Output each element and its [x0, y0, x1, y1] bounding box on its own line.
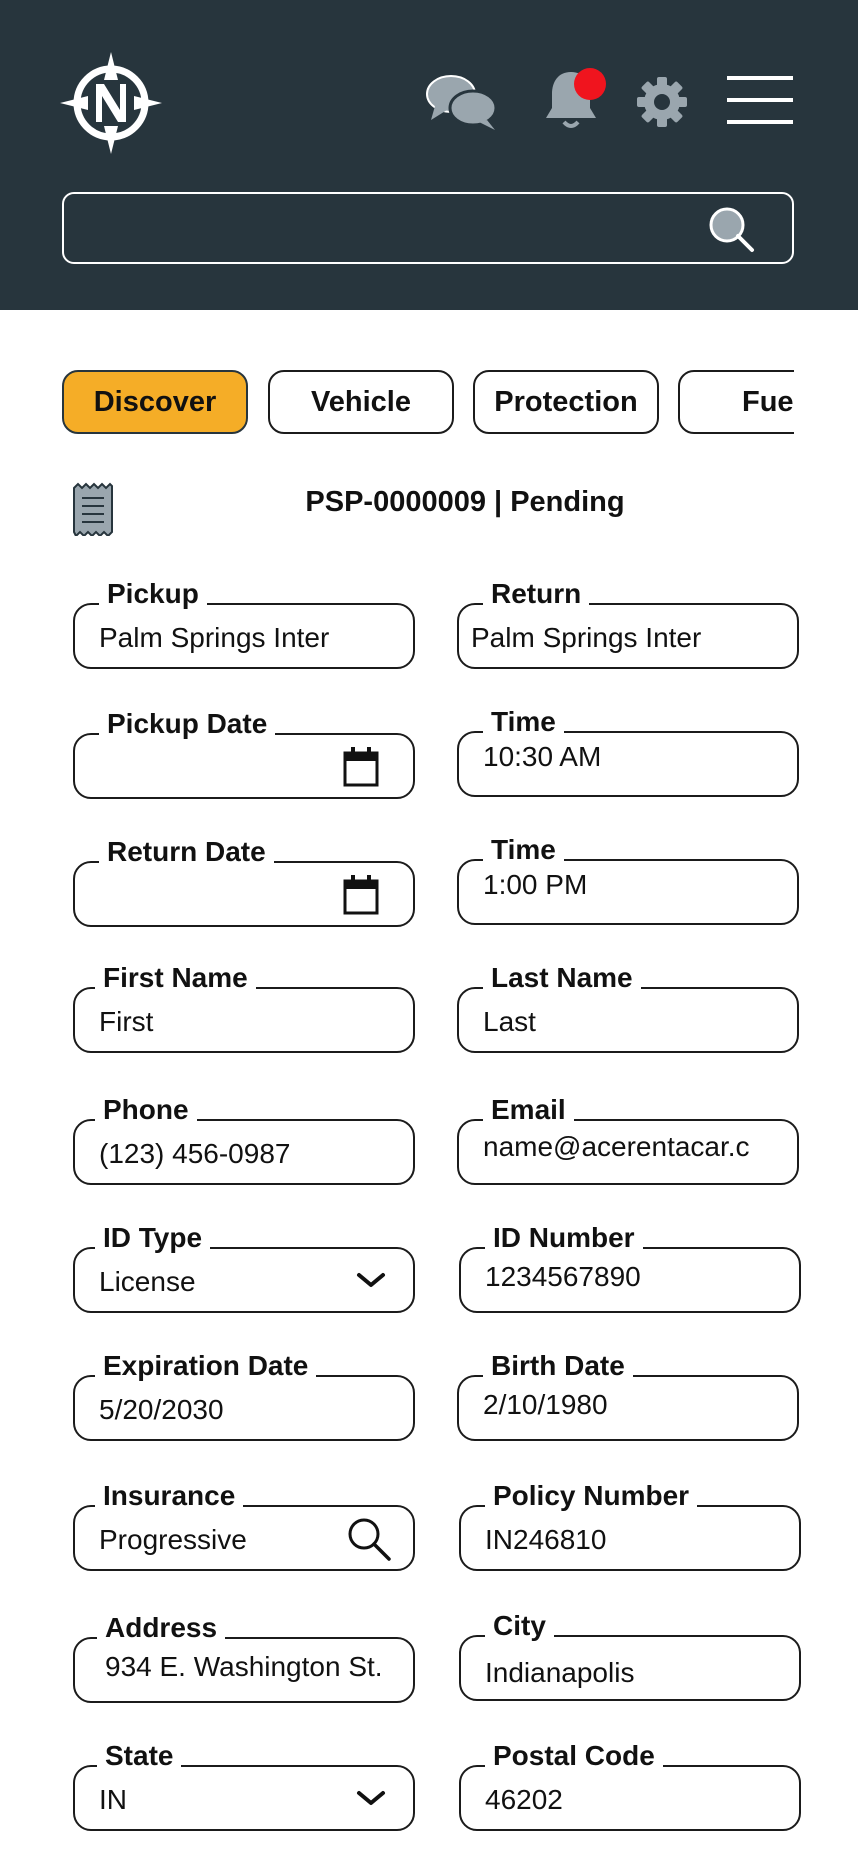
search-icon[interactable]: [704, 202, 760, 258]
return-time-label: Time: [483, 833, 564, 867]
return-field[interactable]: [457, 578, 799, 669]
last-name-label: Last Name: [483, 961, 641, 995]
insurance-field[interactable]: [73, 1480, 415, 1571]
id-type-field[interactable]: [73, 1222, 415, 1313]
return-label: Return: [483, 577, 589, 611]
id-type-label: ID Type: [95, 1221, 210, 1255]
first-name-field[interactable]: [73, 962, 415, 1053]
policy-number-value[interactable]: IN246810: [485, 1524, 607, 1555]
id-type-value[interactable]: License: [99, 1266, 196, 1297]
postal-code-value[interactable]: 46202: [485, 1784, 563, 1815]
chevron-down-icon[interactable]: [355, 1787, 387, 1809]
policy-number-label: Policy Number: [485, 1479, 697, 1513]
return-time-field[interactable]: [457, 834, 799, 925]
first-name-value[interactable]: First: [99, 1006, 154, 1037]
address-field[interactable]: [73, 1612, 415, 1703]
address-label: Address: [97, 1611, 225, 1645]
first-name-label: First Name: [95, 961, 256, 995]
city-label: City: [485, 1609, 554, 1643]
policy-number-field[interactable]: [459, 1480, 801, 1571]
id-number-label: ID Number: [485, 1221, 643, 1255]
state-value[interactable]: IN: [99, 1784, 127, 1815]
hamburger-menu-icon[interactable]: [727, 74, 793, 126]
state-label: State: [97, 1739, 181, 1773]
app-header: [0, 0, 858, 310]
birth-date-field[interactable]: [457, 1350, 799, 1441]
reservation-title: PSP-0000009 | Pending: [305, 486, 625, 518]
insurance-value[interactable]: Progressive: [99, 1524, 247, 1555]
pickup-time-field[interactable]: [457, 706, 799, 797]
pickup-time-value[interactable]: 10:30 AM: [483, 741, 602, 772]
phone-label: Phone: [95, 1093, 197, 1127]
return-date-field[interactable]: [73, 836, 415, 927]
pickup-time-label: Time: [483, 705, 564, 739]
id-number-field[interactable]: [459, 1222, 801, 1313]
postal-code-field[interactable]: [459, 1740, 801, 1831]
search-bar: [62, 192, 794, 264]
last-name-field[interactable]: [457, 962, 799, 1053]
insurance-label: Insurance: [95, 1479, 243, 1513]
chat-icon[interactable]: [425, 72, 499, 132]
receipt-icon[interactable]: [72, 482, 114, 536]
expiration-date-field[interactable]: [73, 1350, 415, 1441]
compass-logo-icon[interactable]: [58, 50, 164, 156]
calendar-icon[interactable]: [343, 875, 379, 915]
expiration-date-value[interactable]: 5/20/2030: [99, 1394, 224, 1425]
last-name-value[interactable]: Last: [483, 1006, 536, 1037]
postal-code-label: Postal Code: [485, 1739, 663, 1773]
expiration-date-label: Expiration Date: [95, 1349, 316, 1383]
pickup-label: Pickup: [99, 577, 207, 611]
city-field[interactable]: [459, 1610, 801, 1701]
email-field[interactable]: [457, 1094, 799, 1185]
phone-value[interactable]: (123) 456-0987: [99, 1138, 291, 1169]
calendar-icon[interactable]: [343, 747, 379, 787]
pickup-value[interactable]: Palm Springs Inter: [99, 622, 330, 653]
state-field[interactable]: [73, 1740, 415, 1831]
pickup-date-field[interactable]: [73, 708, 415, 799]
return-time-value[interactable]: 1:00 PM: [483, 869, 588, 900]
return-date-label: Return Date: [99, 835, 274, 869]
birth-date-value[interactable]: 2/10/1980: [483, 1389, 608, 1420]
birth-date-label: Birth Date: [483, 1349, 633, 1383]
email-value[interactable]: name@acerentacar.c: [483, 1131, 750, 1162]
tab-fuel[interactable]: Fue: [678, 370, 794, 434]
return-value[interactable]: Palm Springs Inter: [471, 622, 702, 653]
id-number-value[interactable]: 1234567890: [485, 1261, 641, 1292]
city-value[interactable]: Indianapolis: [485, 1657, 635, 1688]
phone-field[interactable]: [73, 1094, 415, 1185]
notification-badge: [574, 68, 606, 100]
pickup-field[interactable]: [73, 578, 415, 669]
email-label: Email: [483, 1093, 574, 1127]
search-icon[interactable]: [345, 1515, 393, 1563]
address-value[interactable]: 934 E. Washington St.: [105, 1651, 383, 1682]
pickup-date-label: Pickup Date: [99, 707, 275, 741]
section-tabs: [62, 370, 794, 436]
chevron-down-icon[interactable]: [355, 1269, 387, 1291]
tab-vehicle[interactable]: Vehicle: [268, 370, 454, 434]
search-input[interactable]: [78, 202, 698, 254]
tab-protection[interactable]: Protection: [473, 370, 659, 434]
gear-icon[interactable]: [636, 76, 688, 128]
tab-discover[interactable]: Discover: [62, 370, 248, 434]
